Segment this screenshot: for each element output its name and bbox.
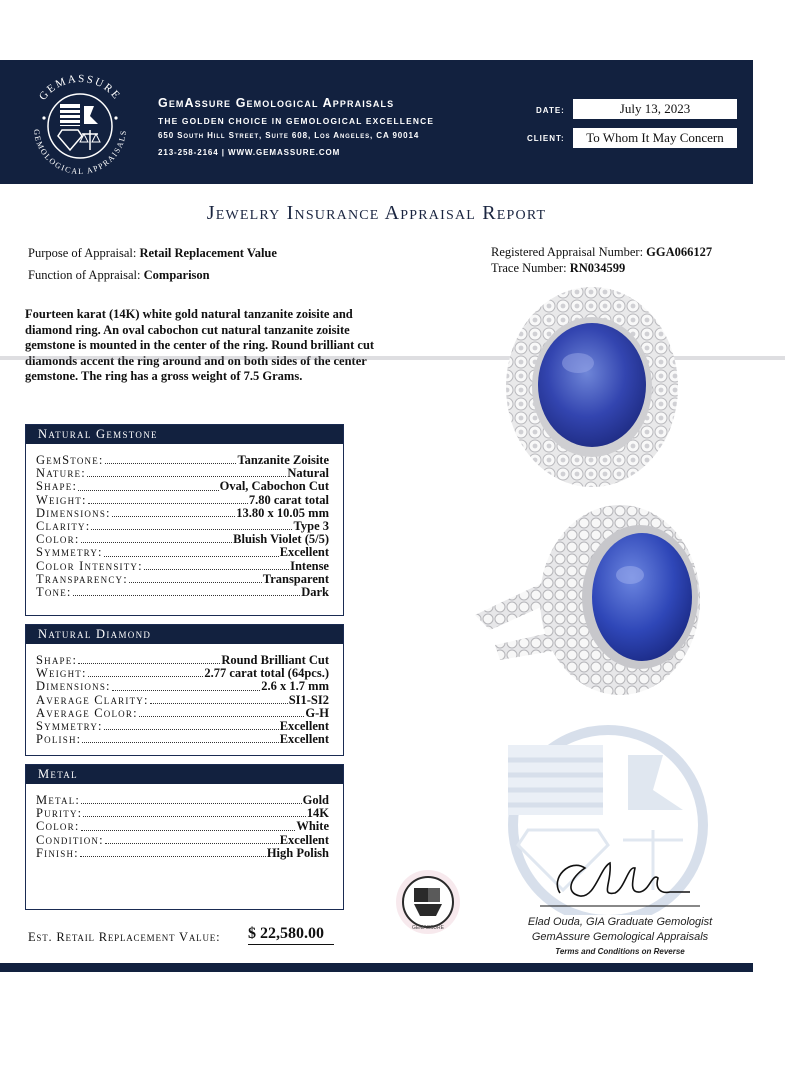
company-contact: 213-258-2164 | WWW.GEMASSURE.COM	[158, 148, 341, 157]
dot-leader	[112, 516, 236, 517]
metal-row	[36, 847, 329, 860]
report-title: Jewelry Insurance Appraisal Report	[206, 202, 547, 224]
client-label: CLIENT:	[527, 134, 565, 143]
natural-diamond-section	[25, 624, 344, 756]
trace-value: RN034599	[569, 261, 626, 275]
metal-row-label: Purity:	[36, 806, 83, 821]
svg-text:GEMASSURE: GEMASSURE	[412, 925, 444, 931]
company-tagline: THE GOLDEN CHOICE IN GEMOLOGICAL EXCELLENCE	[158, 116, 435, 126]
gemassure-seal	[390, 866, 466, 936]
gemstone-row	[36, 480, 329, 493]
dot-leader	[78, 490, 218, 491]
metal-row-label: Metal:	[36, 793, 81, 807]
registered-value: GGA066127	[646, 245, 713, 259]
dot-leader	[80, 856, 266, 857]
metal-row-value: Excellent	[279, 832, 329, 847]
gemstone-row-label: Nature:	[36, 466, 86, 481]
trace-label: Trace Number:	[491, 261, 567, 275]
dot-leader	[139, 716, 305, 717]
dot-leader	[88, 503, 248, 504]
dot-leader	[87, 476, 286, 477]
function-of-appraisal	[28, 268, 210, 283]
dot-leader	[81, 803, 302, 804]
natural-diamond-title: Natural Diamond	[26, 625, 343, 644]
gemstone-row-value: Tanzanite Zoisite	[237, 453, 329, 467]
gemstone-row-label: Shape:	[36, 479, 78, 494]
natural-gemstone-section	[25, 424, 344, 616]
metal-row-label: Condition:	[36, 832, 104, 847]
dot-leader	[112, 690, 261, 691]
client-value: To Whom It May Concern	[573, 128, 737, 148]
gemstone-row	[36, 560, 329, 573]
terms-link[interactable]: Terms and Conditions on Reverse	[555, 947, 685, 956]
purpose-label: Purpose of Appraisal:	[28, 246, 137, 260]
dot-leader	[78, 663, 220, 664]
appraiser-company: GemAssure Gemological Appraisals	[531, 931, 709, 943]
diamond-row-label: Average Color:	[36, 705, 138, 720]
gemstone-row-value: Bluish Violet (5/5)	[233, 532, 329, 547]
svg-text:GEMASSURE: GEMASSURE	[36, 72, 124, 103]
trace-number	[491, 261, 625, 276]
dot-leader	[105, 463, 237, 464]
gemstone-row-label: Tone:	[36, 585, 72, 600]
date-value: July 13, 2023	[573, 99, 737, 119]
gemstone-row-label: Color Intensity:	[36, 558, 143, 573]
dot-leader	[83, 816, 305, 817]
dot-leader	[91, 529, 292, 530]
diamond-row-value: SI1-SI2	[288, 692, 329, 707]
gemstone-row-value: Excellent	[279, 545, 329, 560]
gemstone-row-value: Type 3	[293, 519, 329, 534]
metal-section	[25, 764, 344, 910]
item-description: Fourteen karat (14K) white gold natural tanzanite zoisite and diamond ring. An oval cabochon cut natural tanzanite zoisite gemstone is mounted in the center of the ring. Round brilliant cut diamonds accent the ring around and on both sides of the center gemstone. The ring has a gross weight of 7.5 Grams.	[25, 307, 375, 383]
registered-appraisal-number	[491, 245, 712, 260]
gemstone-row-label: GemStone:	[36, 453, 104, 467]
dot-leader	[88, 676, 204, 677]
function-label: Function of Appraisal:	[28, 268, 141, 282]
purpose-value: Retail Replacement Value	[139, 246, 277, 260]
gemstone-row-label: Transparency:	[36, 571, 128, 586]
dot-leader	[105, 843, 279, 844]
retail-replacement-value-label: Est. Retail Replacement Value:	[28, 930, 221, 944]
natural-gemstone-title: Natural Gemstone	[26, 425, 343, 444]
diamond-row-label: Dimensions:	[36, 679, 111, 694]
dot-leader	[81, 830, 296, 831]
gemstone-row-value: 7.80 carat total	[248, 492, 329, 507]
company-address: 650 South Hill Street, Suite 608, Los Angeles, CA 90014	[158, 131, 420, 140]
registered-label: Registered Appraisal Number:	[491, 245, 644, 259]
gemassure-logo	[20, 66, 140, 184]
company-name: GemAssure Gemological Appraisals	[158, 96, 395, 110]
diamond-row	[36, 680, 329, 693]
gemstone-row	[36, 586, 329, 599]
diamond-row	[36, 694, 329, 707]
dot-leader	[81, 542, 233, 543]
metal-rows	[26, 784, 343, 860]
gemstone-row-value: 13.80 x 10.05 mm	[236, 505, 329, 520]
metal-title: Metal	[26, 765, 343, 784]
diamond-row	[36, 733, 329, 746]
appraiser-name: Elad Ouda, GIA Graduate Gemologist	[527, 916, 713, 928]
diamond-row-value: 2.77 carat total (64pcs.)	[204, 666, 329, 681]
metal-row-value: 14K	[306, 806, 329, 821]
gemstone-row-value: Natural	[287, 466, 329, 481]
metal-row	[36, 807, 329, 820]
gemstone-row	[36, 546, 329, 559]
gemstone-row-label: Color:	[36, 532, 80, 547]
footer-bar	[0, 963, 753, 972]
metal-row	[36, 820, 329, 833]
gemstone-row	[36, 494, 329, 507]
metal-row-value: White	[296, 819, 329, 834]
dot-leader	[82, 742, 278, 743]
dot-leader	[150, 703, 288, 704]
gemstone-row-value: Dark	[301, 585, 329, 600]
purpose-of-appraisal	[28, 246, 277, 261]
diamond-row-value: Excellent	[279, 719, 329, 734]
gemstone-row	[36, 573, 329, 586]
diamond-row-label: Weight:	[36, 666, 87, 681]
dot-leader	[129, 582, 262, 583]
ring-top-view-image	[500, 285, 685, 495]
diamond-row-label: Average Clarity:	[36, 692, 149, 707]
date-label: DATE:	[536, 106, 565, 115]
gemstone-row-value: Intense	[290, 558, 329, 573]
appraiser-signature	[540, 848, 700, 908]
gemstone-row-label: Clarity:	[36, 519, 91, 534]
gemstone-row-label: Dimensions:	[36, 505, 111, 520]
dot-leader	[73, 595, 301, 596]
metal-row-label: Color:	[36, 819, 80, 834]
diamond-row-label: Symmetry:	[36, 719, 103, 734]
dot-leader	[104, 556, 279, 557]
diamond-row-label: Shape:	[36, 653, 78, 667]
diamond-row-value: Round Brilliant Cut	[221, 653, 329, 667]
metal-row-value: High Polish	[266, 845, 329, 860]
diamond-row-value: G-H	[305, 705, 329, 720]
dot-leader	[144, 569, 289, 570]
gemstone-row-value: Oval, Cabochon Cut	[219, 479, 329, 494]
ring-side-view-image	[470, 505, 710, 705]
diamond-row-label: Polish:	[36, 732, 82, 747]
dot-leader	[104, 729, 279, 730]
gemstone-rows	[26, 444, 343, 599]
diamond-rows	[26, 644, 343, 746]
metal-row-value: Gold	[302, 793, 329, 807]
diamond-row-value: 2.6 x 1.7 mm	[261, 679, 329, 694]
gemstone-row-label: Weight:	[36, 492, 87, 507]
gemstone-row-label: Symmetry:	[36, 545, 103, 560]
retail-replacement-value-amount: $ 22,580.00	[248, 925, 334, 945]
svg-text:GEMOLOGICAL APPRAISALS: GEMOLOGICAL APPRAISALS	[31, 128, 129, 177]
metal-row-label: Finish:	[36, 845, 79, 860]
function-value: Comparison	[143, 268, 210, 282]
diamond-row-value: Excellent	[279, 732, 329, 747]
metal-row	[36, 834, 329, 847]
gemstone-row-value: Transparent	[262, 571, 329, 586]
